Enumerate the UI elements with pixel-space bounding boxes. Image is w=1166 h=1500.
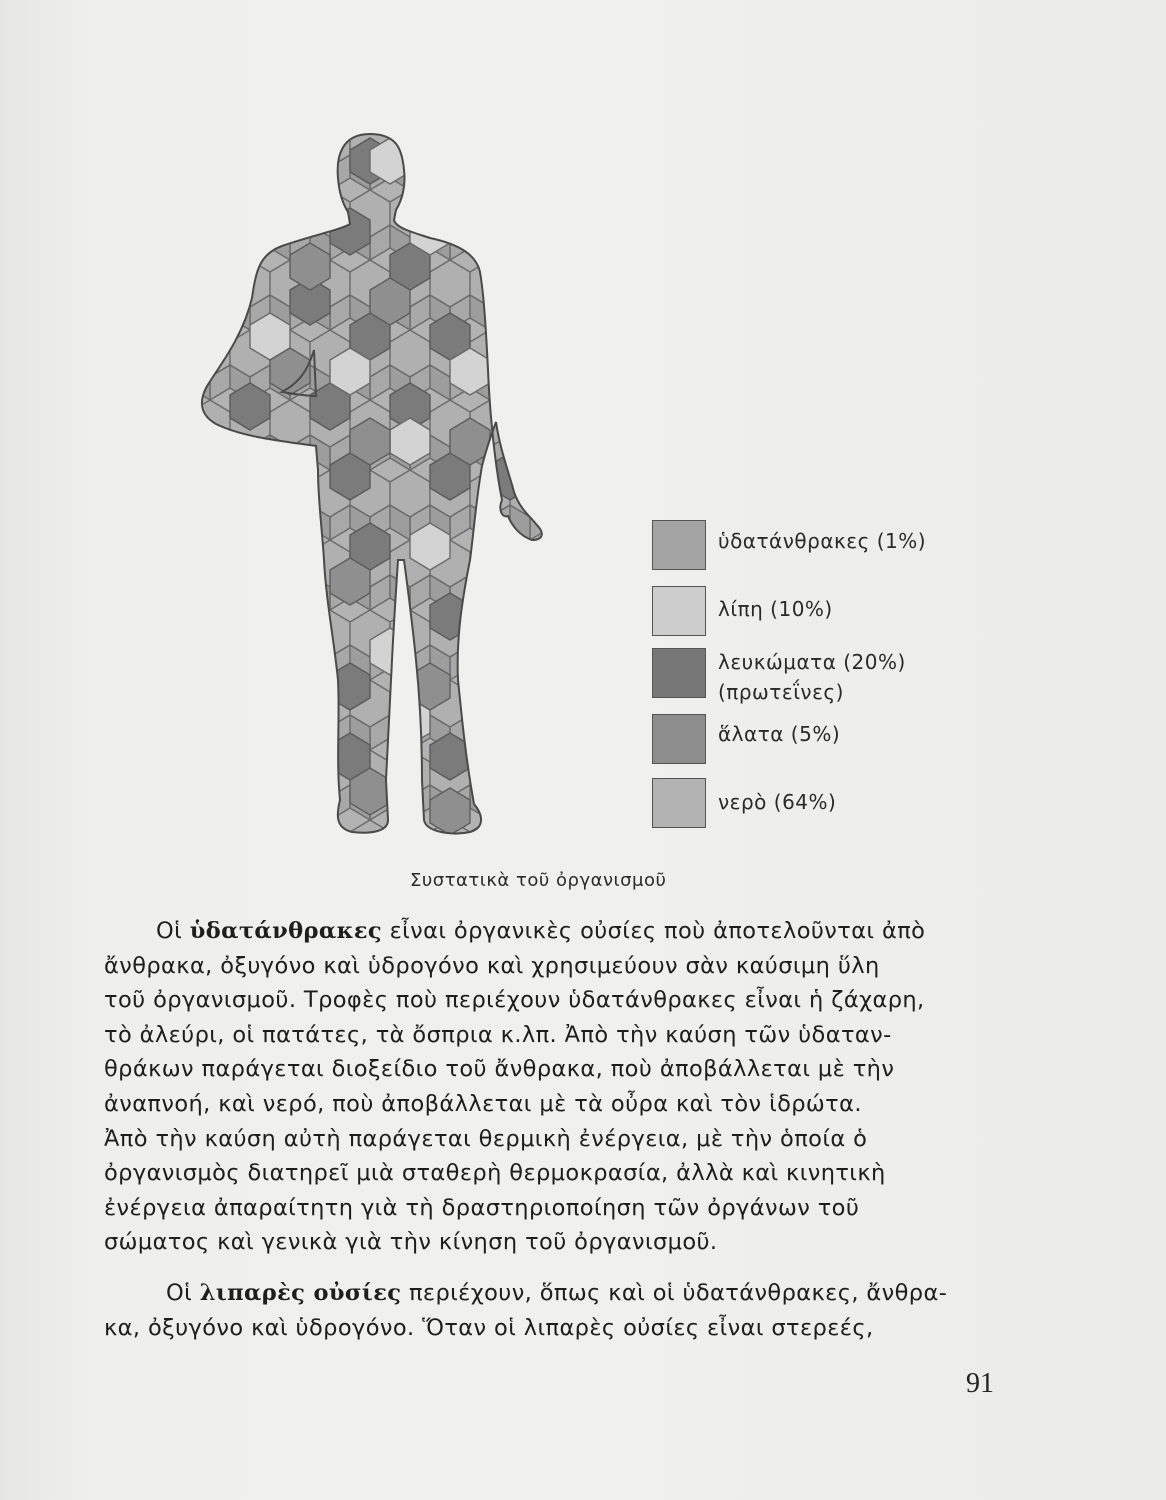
text-run: Οἱ bbox=[156, 918, 190, 944]
legend-swatch bbox=[652, 714, 706, 764]
legend-label-sub: (πρωτεΐνες) bbox=[718, 680, 844, 704]
text-line: σώματος καὶ γενικὰ γιὰ τὴν κίνηση τοῦ ὀργανισμοῦ. bbox=[104, 1229, 718, 1256]
legend bbox=[652, 520, 972, 840]
legend-label: λίπη (10%) bbox=[718, 597, 833, 621]
text-run: εἶναι ὀργανικὲς οὐσίες ποὺ ἀποτελοῦνται ἀπὸ bbox=[382, 918, 926, 944]
legend-swatch bbox=[652, 778, 706, 828]
bold-term: ὑδατάνθρακες bbox=[189, 918, 383, 944]
text-line: Ἀπὸ τὴν καύση αὐτὴ παράγεται θερμικὴ ἐνέργεια, μὲ τὴν ὁποία ὁ bbox=[104, 1125, 868, 1152]
text-line bbox=[104, 1276, 1000, 1311]
text-line: ὀργανισμὸς διατηρεῖ μιὰ σταθερὴ θερμοκρασία, ἀλλὰ καὶ κινητικὴ bbox=[104, 1160, 886, 1187]
body-composition-figure bbox=[190, 120, 550, 850]
legend-label: ὑδατάνθρακες (1%) bbox=[718, 529, 927, 553]
text-run: Οἱ bbox=[166, 1280, 200, 1306]
legend-label: νερὸ (64%) bbox=[718, 790, 837, 814]
text-line: ἀναπνοή, καὶ νερό, ποὺ ἀποβάλλεται μὲ τὰ οὖρα καὶ τὸν ἱδρώτα. bbox=[104, 1090, 862, 1117]
text-line bbox=[104, 914, 1000, 949]
legend-label: ἅλατα (5%) bbox=[718, 722, 841, 746]
text-line: τὸ ἀλεύρι, οἱ πατάτες, τὰ ὄσπρια κ.λπ. Ἀπὸ τὴν καύση τῶν ὑδαταν- bbox=[104, 1021, 892, 1048]
paragraph-fats bbox=[104, 1276, 1000, 1345]
legend-swatch bbox=[652, 586, 706, 636]
body-hexagons bbox=[190, 120, 550, 850]
text-line: ἄνθρακα, ὀξυγόνο καὶ ὑδρογόνο καὶ χρησιμεύουν σὰν καύσιμη ὕλη bbox=[104, 952, 880, 979]
paragraph-carbohydrates bbox=[104, 914, 1000, 1260]
text-line: τοῦ ὀργανισμοῦ. Τροφὲς ποὺ περιέχουν ὑδατάνθρακες εἶναι ἡ ζάχαρη, bbox=[104, 987, 925, 1014]
bold-term: λιπαρὲς οὐσίες bbox=[199, 1280, 402, 1306]
legend-swatch bbox=[652, 648, 706, 698]
legend-label: λευκώματα (20%) bbox=[718, 650, 906, 674]
page-number: 91 bbox=[966, 1368, 994, 1399]
human-body-illustration bbox=[190, 120, 550, 850]
text-line: ἐνέργεια ἀπαραίτητη γιὰ τὴ δραστηριοποίηση τῶν ὀργάνων τοῦ bbox=[104, 1194, 860, 1221]
text-line: θράκων παράγεται διοξείδιο τοῦ ἄνθρακα, ποὺ ἀποβάλλεται μὲ τὴν bbox=[104, 1056, 895, 1083]
text-line: κα, ὀξυγόνο καὶ ὑδρογόνο. Ὅταν οἱ λιπαρὲς οὐσίες εἶναι στερεές, bbox=[104, 1314, 874, 1341]
text-run: περιέχουν, ὅπως καὶ οἱ ὑδατάνθρακες, ἄνθρα- bbox=[401, 1280, 948, 1306]
legend-swatch bbox=[652, 520, 706, 570]
figure-caption: Συστατικὰ τοῦ ὀργανισμοῦ bbox=[410, 870, 667, 891]
